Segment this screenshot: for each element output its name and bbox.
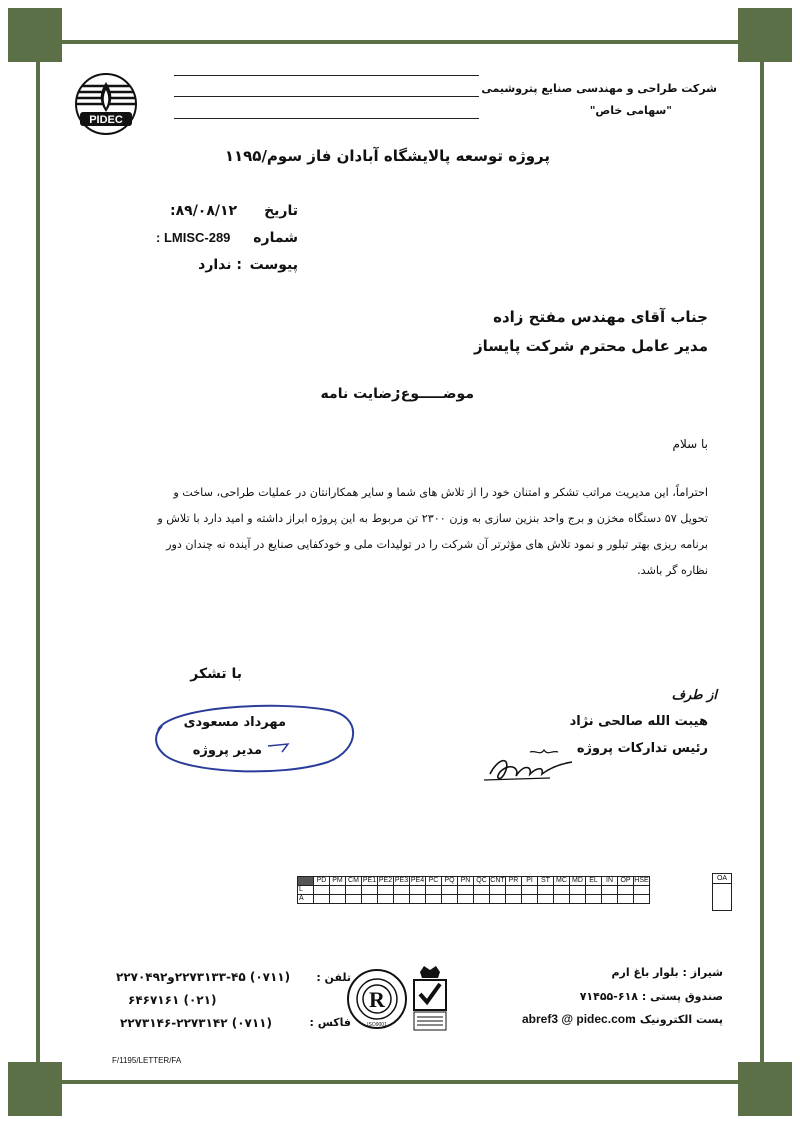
- form-code: F/1195/LETTER/FA: [112, 1056, 182, 1065]
- dist-row-label-a: A: [298, 895, 314, 904]
- body-line-3: برنامه ریزی بهتر تبلور و نمود تلاش های مؤثرتر آن شرکت را در تولیدات ملی و خودکفایی صنایع در آینده نه چندان دور: [166, 538, 708, 551]
- dist-header-cnt: CNT: [490, 877, 505, 884]
- phone-number-2: (۰۲۱) ۶۴۶۷۱۶۱: [128, 993, 217, 1007]
- footer-address: شیراز : بلوار باغ ارم: [611, 966, 723, 979]
- corner-bottom-left: [8, 1062, 62, 1116]
- closing: با تشکر: [190, 666, 242, 682]
- frame-top: [36, 40, 764, 44]
- greeting: با سلام: [672, 437, 708, 451]
- right-signer-title: رئیس تدارکات پروژه: [576, 741, 708, 756]
- corner-top-left: [8, 8, 62, 62]
- phone-label: تلفن :: [316, 971, 351, 984]
- right-signer-name: هیبت الله صالحی نژاد: [569, 714, 708, 729]
- distribution-row-l: [298, 886, 650, 895]
- company-type: "سهامی خاص": [589, 104, 672, 117]
- company-name: شرکت طراحی و مهندسی صنایع پتروشیمی: [481, 82, 717, 95]
- date-value: :۸۹/۰۸/۱۲: [170, 203, 238, 219]
- dist-header-st: ST: [538, 877, 554, 886]
- footer-po-box: صندوق پستی : ۶۱۸-۷۱۴۵۵: [579, 990, 723, 1003]
- body-line-2: تحویل ۵۷ دستگاه مخزن و برج واحد بنزین سازی به وزن ۲۳۰۰ تن مربوط به این پروژه ابراز داشته و امید دارد با تلاش و: [157, 512, 708, 525]
- signature-oval: [148, 700, 368, 784]
- distribution-row-a: [298, 895, 650, 904]
- frame-bottom: [36, 1080, 764, 1084]
- dist-header-pi: PI: [522, 877, 538, 886]
- footer-email-label: پست الکترونیک :: [631, 1013, 723, 1026]
- footer-email-value: abref3 @ pidec.com: [522, 1012, 636, 1026]
- dist-header-pe3: PE3: [394, 877, 409, 884]
- fax-label: فاکس :: [309, 1016, 351, 1029]
- dist-header-pn: PN: [458, 877, 474, 886]
- frame-left: [36, 40, 40, 1084]
- distribution-table: [297, 876, 650, 904]
- dist-header-mc: MC: [554, 877, 570, 886]
- dist-header-pc: PC: [426, 877, 442, 886]
- certification-seal: [346, 968, 408, 1034]
- number-label: شماره: [253, 230, 298, 246]
- dist-header-pq: PQ: [442, 877, 458, 886]
- cert-badge-text: ISO9001: [367, 1022, 387, 1028]
- handwritten-signature: [480, 740, 590, 796]
- distribution-corner-cell: [298, 877, 314, 886]
- attachment-value: : ندارد: [198, 257, 242, 273]
- dist-row-label-l: L: [298, 886, 314, 895]
- logo-text: PIDEC: [89, 114, 123, 126]
- dist-header-pe2: PE2: [378, 877, 393, 884]
- dist-header-pd: PD: [314, 877, 330, 886]
- dist-header-pm: PM: [330, 877, 346, 886]
- dist-header-cm: CM: [346, 877, 362, 886]
- phone-number-1: (۰۷۱۱) ۲۲۷۳۱۳۳-۴۵و۲۲۷۰۴۹۲: [116, 970, 291, 984]
- distribution-oa-box: [712, 873, 732, 911]
- dist-header-pe4: PE4: [410, 877, 425, 884]
- header-line-3: [174, 118, 479, 119]
- corner-bottom-right: [738, 1062, 792, 1116]
- left-signer-name: مهرداد مسعودی: [183, 715, 286, 730]
- project-title: پروژه توسعه پالایشگاه آبادان فاز سوم/۱۱۹۵: [224, 147, 550, 165]
- attachment-label: پیوست: [249, 257, 298, 273]
- dist-header-qc: QC: [474, 877, 490, 886]
- accreditation-mark: [412, 962, 448, 1036]
- body-line-4: نظاره گر باشد.: [637, 564, 708, 577]
- right-signer-from: از طرف: [671, 688, 717, 703]
- header-line-2: [174, 96, 479, 97]
- dist-header-in: IN: [602, 877, 618, 886]
- fax-number: (۰۷۱۱) ۲۲۷۳۱۴۶-۲۲۷۳۱۴۲: [120, 1016, 272, 1030]
- left-signer-title: مدیر پروژه: [192, 743, 262, 758]
- dist-header-pr: PR: [506, 877, 522, 886]
- dist-header-el: EL: [586, 877, 602, 886]
- recipient-name: جناب آقای مهندس مفتح زاده: [493, 308, 708, 326]
- date-label: تاریخ: [264, 203, 298, 219]
- recipient-title: مدیر عامل محترم شرکت پایساز: [473, 337, 708, 355]
- header-line-1: [174, 75, 479, 76]
- body-line-1: احتراماً، این مدیریت مراتب تشکر و امتنان خود را از تلاش های شما و سایر همکارانتان در عملیات طراحی، ساخت و: [173, 486, 708, 499]
- dist-header-op: OP: [618, 877, 634, 886]
- number-value: : LMISC-289: [156, 230, 231, 245]
- svg-text:R: R: [369, 987, 385, 1012]
- subject-label: موضـــــوع:: [395, 386, 474, 402]
- dist-header-pe1: PE1: [362, 877, 377, 884]
- corner-top-right: [738, 8, 792, 62]
- dist-header-hse: HSE: [634, 877, 649, 884]
- dist-header-md: MD: [570, 877, 586, 886]
- frame-right: [760, 40, 764, 1084]
- distribution-header-row: [298, 877, 650, 886]
- company-logo: [74, 72, 138, 136]
- subject-value: رضایت نامه: [320, 386, 400, 402]
- distribution-oa-label: OA: [713, 874, 731, 884]
